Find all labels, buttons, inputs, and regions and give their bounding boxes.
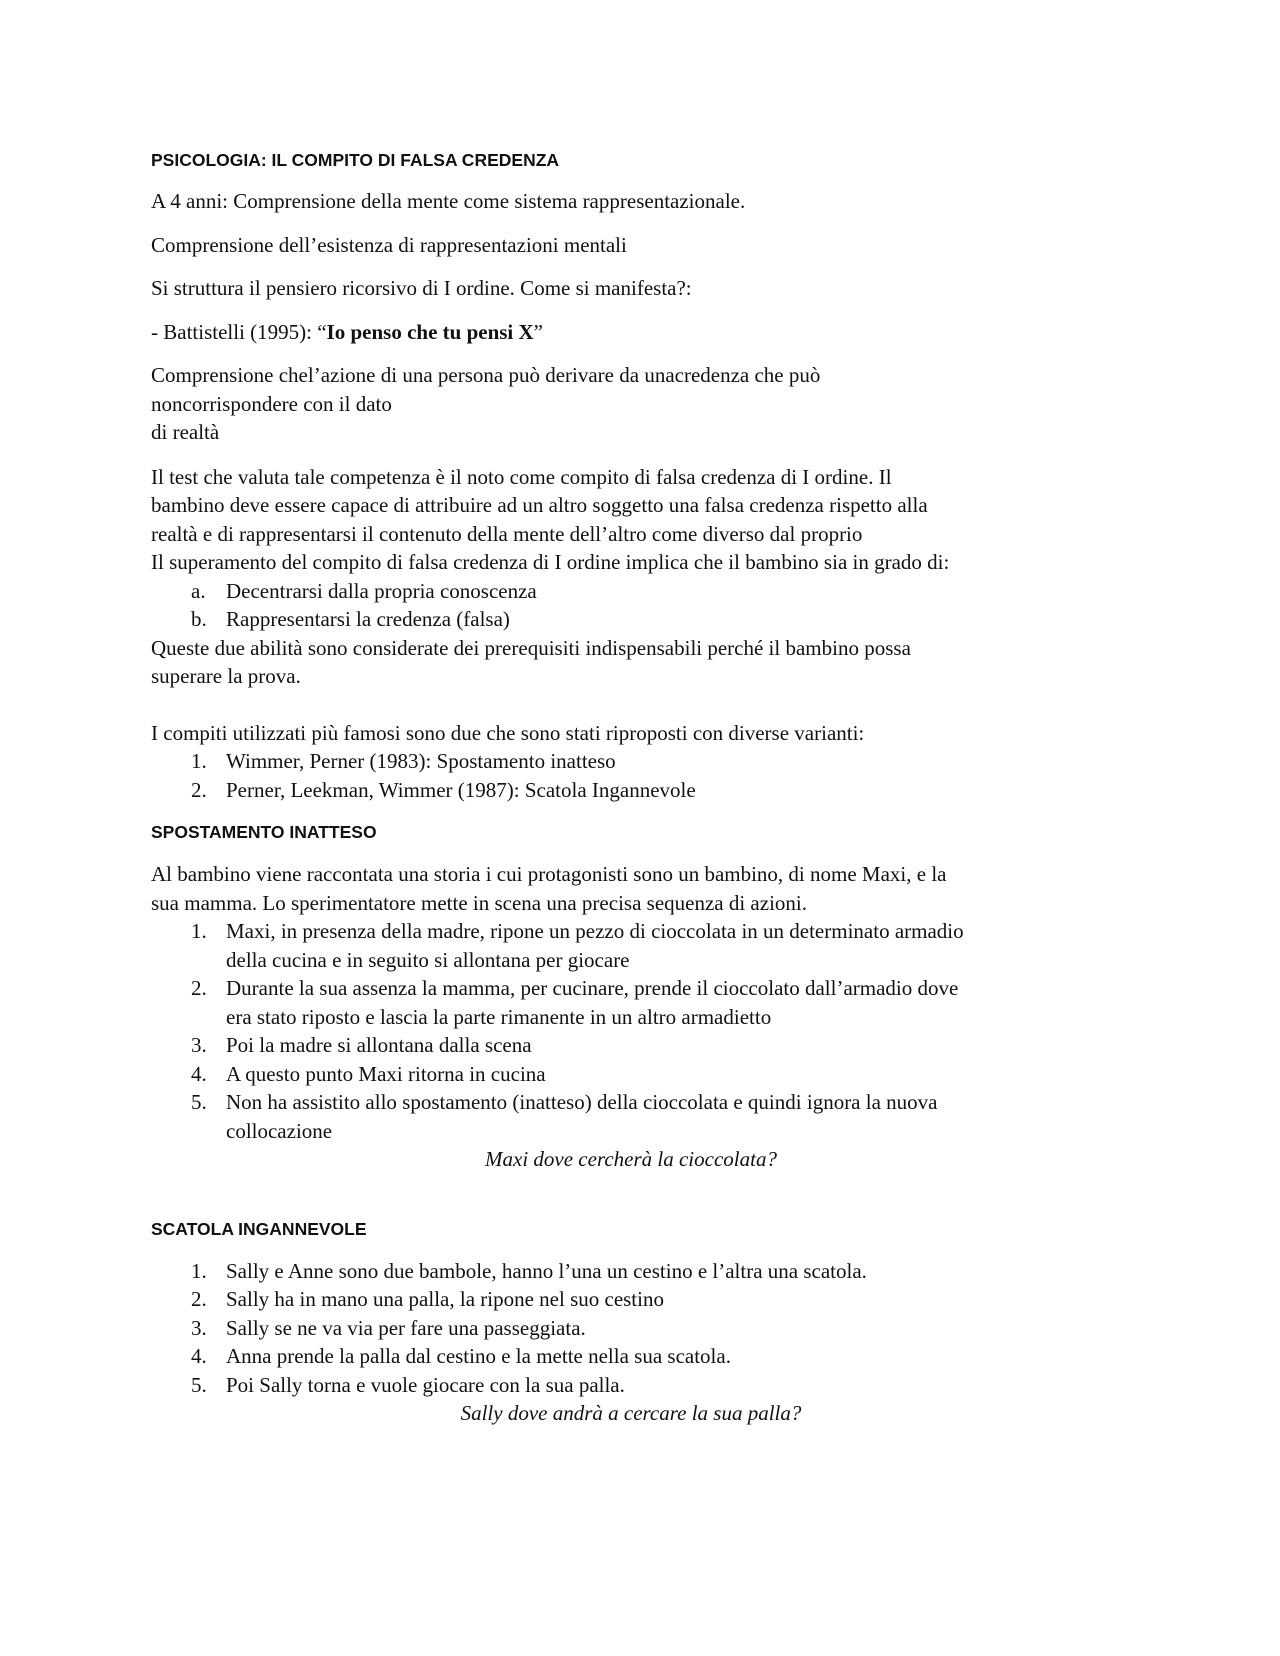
list-marker: a.	[191, 578, 206, 603]
list-item	[151, 577, 1111, 606]
list-item	[151, 974, 1111, 1031]
list-marker: 5.	[191, 1372, 207, 1397]
list-item-text: Decentrarsi dalla propria conoscenza	[226, 578, 537, 603]
list-item-text: Sally se ne va via per fare una passeggiata.	[226, 1315, 586, 1340]
text-line: bambino deve essere capace di attribuire ad un altro soggetto una falsa credenza rispetto alla	[151, 493, 928, 517]
list-item	[151, 1031, 1111, 1060]
list-item-text: Perner, Leekman, Wimmer (1987): Scatola Ingannevole	[226, 777, 696, 802]
section2-question: Sally dove andrà a cercare la sua palla?	[460, 1401, 802, 1425]
list-item-text	[226, 917, 1111, 974]
section1-question: Maxi dove cercherà la cioccolata?	[485, 1147, 777, 1171]
list-item	[151, 1314, 1111, 1343]
list-marker: 1.	[191, 1258, 207, 1283]
list-marker: 1.	[191, 919, 207, 943]
list-item	[151, 1060, 1111, 1089]
list-item	[151, 1285, 1111, 1314]
list-item	[151, 1342, 1111, 1371]
list-item-text: Poi Sally torna e vuole giocare con la sua palla.	[226, 1372, 625, 1397]
section1-paragraph	[151, 860, 1111, 917]
list-marker: 4.	[191, 1061, 207, 1086]
text-line: Durante la sua assenza la mamma, per cucinare, prende il cioccolato dall’armadio dove	[226, 976, 959, 1000]
list-marker: 4.	[191, 1344, 207, 1368]
list-item-text: Sally e Anne sono due bambole, hanno l’una un cestino e l’altra una scatola.	[226, 1258, 867, 1283]
list-item	[151, 1088, 1111, 1145]
list-item-text: A questo punto Maxi ritorna in cucina	[226, 1061, 546, 1086]
list-marker: 2.	[191, 976, 207, 1000]
section2-steps-list	[151, 1257, 1111, 1400]
section-heading-scatola: SCATOLA INGANNEVOLE	[151, 1218, 367, 1239]
text-line: realtà e di rappresentarsi il contenuto della mente dell’altro come diverso dal proprio	[151, 521, 863, 546]
intro-paragraph-8	[151, 634, 1111, 691]
list-marker: 2.	[191, 1287, 207, 1311]
document-page	[151, 148, 1111, 1428]
text-line: Al bambino viene raccontata una storia i cui protagonisti sono un bambino, di nome Maxi, e la	[151, 862, 947, 886]
list-marker: 3.	[191, 1315, 207, 1340]
citation-prefix: - Battistelli (1995): “	[151, 319, 327, 344]
text-line: superare la prova.	[151, 664, 301, 688]
list-item-text: Anna prende la palla dal cestino e la mette nella sua scatola.	[226, 1344, 731, 1368]
text-line: collocazione	[226, 1118, 333, 1143]
list-item	[151, 605, 1111, 634]
list-marker: 1.	[191, 749, 207, 773]
list-item-text: Sally ha in mano una palla, la ripone nel suo cestino	[226, 1287, 664, 1311]
citation-suffix: ”	[533, 319, 543, 344]
list-item	[151, 1257, 1111, 1286]
text-line: Comprensione chel’azione di una persona può derivare da unacredenza che può	[151, 363, 821, 387]
list-item-text: Rappresentarsi la credenza (falsa)	[226, 607, 510, 631]
list-marker: b.	[191, 607, 207, 631]
page-title: PSICOLOGIA: IL COMPITO DI FALSA CREDENZA	[151, 150, 560, 170]
text-line: Il test che valuta tale competenza è il noto come compito di falsa credenza di I ordine. Il	[151, 464, 892, 489]
list-item	[151, 776, 1111, 805]
intro-paragraph-1: A 4 anni: Comprensione della mente come sistema rappresentazionale.	[151, 189, 746, 213]
list-item	[151, 917, 1111, 974]
list-item	[151, 747, 1111, 776]
text-line: Non ha assistito allo spostamento (inatteso) della cioccolata e quindi ignora la nuova	[226, 1090, 938, 1114]
section1-steps-list	[151, 917, 1111, 1145]
text-line: della cucina e in seguito si allontana per giocare	[226, 947, 630, 972]
text-line: Queste due abilità sono considerate dei prerequisiti indispensabili perché il bambino possa	[151, 635, 911, 660]
text-line: sua mamma. Lo sperimentatore mette in scena una precisa sequenza di azioni.	[151, 890, 807, 915]
intro-paragraph-6	[151, 463, 1111, 577]
intro-paragraph-9: I compiti utilizzati più famosi sono due che sono stati riproposti con diverse varianti:	[151, 720, 865, 745]
list-item-text: Wimmer, Perner (1983): Spostamento inatteso	[226, 749, 616, 773]
list-marker: 5.	[191, 1090, 207, 1114]
intro-paragraph-5	[151, 361, 1111, 447]
list-item	[151, 1371, 1111, 1400]
list-item-text	[226, 1088, 1111, 1145]
intro-paragraph-2: Comprensione dell’esistenza di rappresentazioni mentali	[151, 232, 627, 257]
text-line: Maxi, in presenza della madre, ripone un pezzo di cioccolata in un determinato armadio	[226, 919, 964, 943]
intro-paragraph-3: Si struttura il pensiero ricorsivo di I ordine. Come si manifesta?:	[151, 276, 692, 300]
list-marker: 2.	[191, 777, 207, 802]
citation-bold-quote: Io penso che tu pensi X	[326, 319, 534, 344]
text-line: era stato riposto e lascia la parte rimanente in un altro armadietto	[226, 1004, 772, 1029]
text-line: Il superamento del compito di falsa credenza di I ordine implica che il bambino sia in grado di:	[151, 550, 950, 574]
list-item-text: Poi la madre si allontana dalla scena	[226, 1033, 532, 1057]
text-line: noncorrispondere con il dato	[151, 391, 392, 416]
citation-line	[151, 318, 1111, 347]
abilities-list	[151, 577, 1111, 634]
section-heading-spostamento: SPOSTAMENTO INATTESO	[151, 822, 377, 842]
list-item-text	[226, 974, 1111, 1031]
tasks-list	[151, 747, 1111, 804]
text-line: di realtà	[151, 420, 220, 444]
list-marker: 3.	[191, 1033, 207, 1057]
